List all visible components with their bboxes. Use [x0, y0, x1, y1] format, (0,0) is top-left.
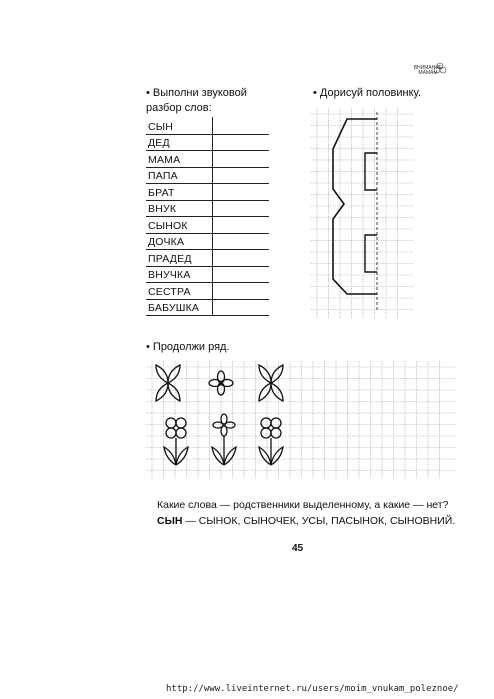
related-words-line	[157, 515, 455, 527]
word-row	[146, 117, 269, 135]
word-label: СЕСТРА	[148, 285, 191, 298]
task-half-title: • Дорисуй половинку.	[313, 87, 422, 99]
word-row	[146, 216, 269, 234]
related-words-list: — СЫНОК, СЫНОЧЕК, УСЫ, ПАСЫНОК, СЫНОВНИЙ.	[182, 515, 456, 527]
leaf-cross-icon	[156, 365, 180, 401]
logo-line-1: ВНИМАНИЕ	[413, 65, 443, 71]
task-row-title: • Продолжи ряд.	[146, 341, 230, 353]
word-label: ВНУЧКА	[148, 269, 191, 281]
word-row	[146, 183, 269, 201]
word-label: СЫНОК	[148, 219, 188, 232]
four-petal-flower-icon	[209, 371, 233, 395]
word-row	[146, 134, 269, 152]
highlighted-word: СЫН	[157, 515, 183, 527]
word-row	[146, 282, 269, 300]
word-label: БРАТ	[148, 186, 175, 199]
word-label: ПРАДЕД	[148, 252, 192, 265]
word-row	[146, 299, 269, 317]
word-row	[146, 233, 269, 251]
word-row	[146, 249, 269, 267]
logo-line-2: МАМАМ	[418, 70, 438, 76]
clover-flower-icon	[164, 418, 188, 465]
word-row	[146, 167, 269, 185]
word-row	[146, 266, 269, 284]
half-drawing-grid	[307, 108, 417, 318]
grid-lines	[311, 108, 413, 318]
word-label: ПАПА	[148, 170, 178, 182]
flower-logo-icon	[433, 62, 447, 76]
grid-lines	[146, 361, 456, 479]
task-sound-title-line-2: разбор слов:	[146, 102, 212, 114]
word-label: МАМА	[148, 153, 181, 166]
word-label: БАБУШКА	[148, 302, 200, 314]
word-label: ДОЧКА	[148, 236, 185, 248]
question-text: Какие слова — родственники выделенному, а какие — нет?	[157, 499, 449, 511]
page-number: 45	[292, 543, 304, 554]
leaf-cross-icon	[259, 365, 283, 401]
word-label: ВНУК	[148, 203, 177, 215]
half-figure-outline	[333, 119, 377, 294]
word-label: СЫН	[148, 120, 174, 133]
word-label: ДЕД	[148, 137, 170, 149]
task-sound-title	[146, 86, 247, 116]
task-sound-title-line-1: • Выполни звуковой	[146, 87, 247, 99]
word-row	[146, 150, 269, 168]
word-row	[146, 200, 269, 218]
pattern-grid	[146, 361, 456, 479]
footer-url[interactable]: http://www.liveinternet.ru/users/moim_vnukam_poleznoe/	[166, 684, 459, 694]
clover-flower-icon	[259, 418, 283, 465]
